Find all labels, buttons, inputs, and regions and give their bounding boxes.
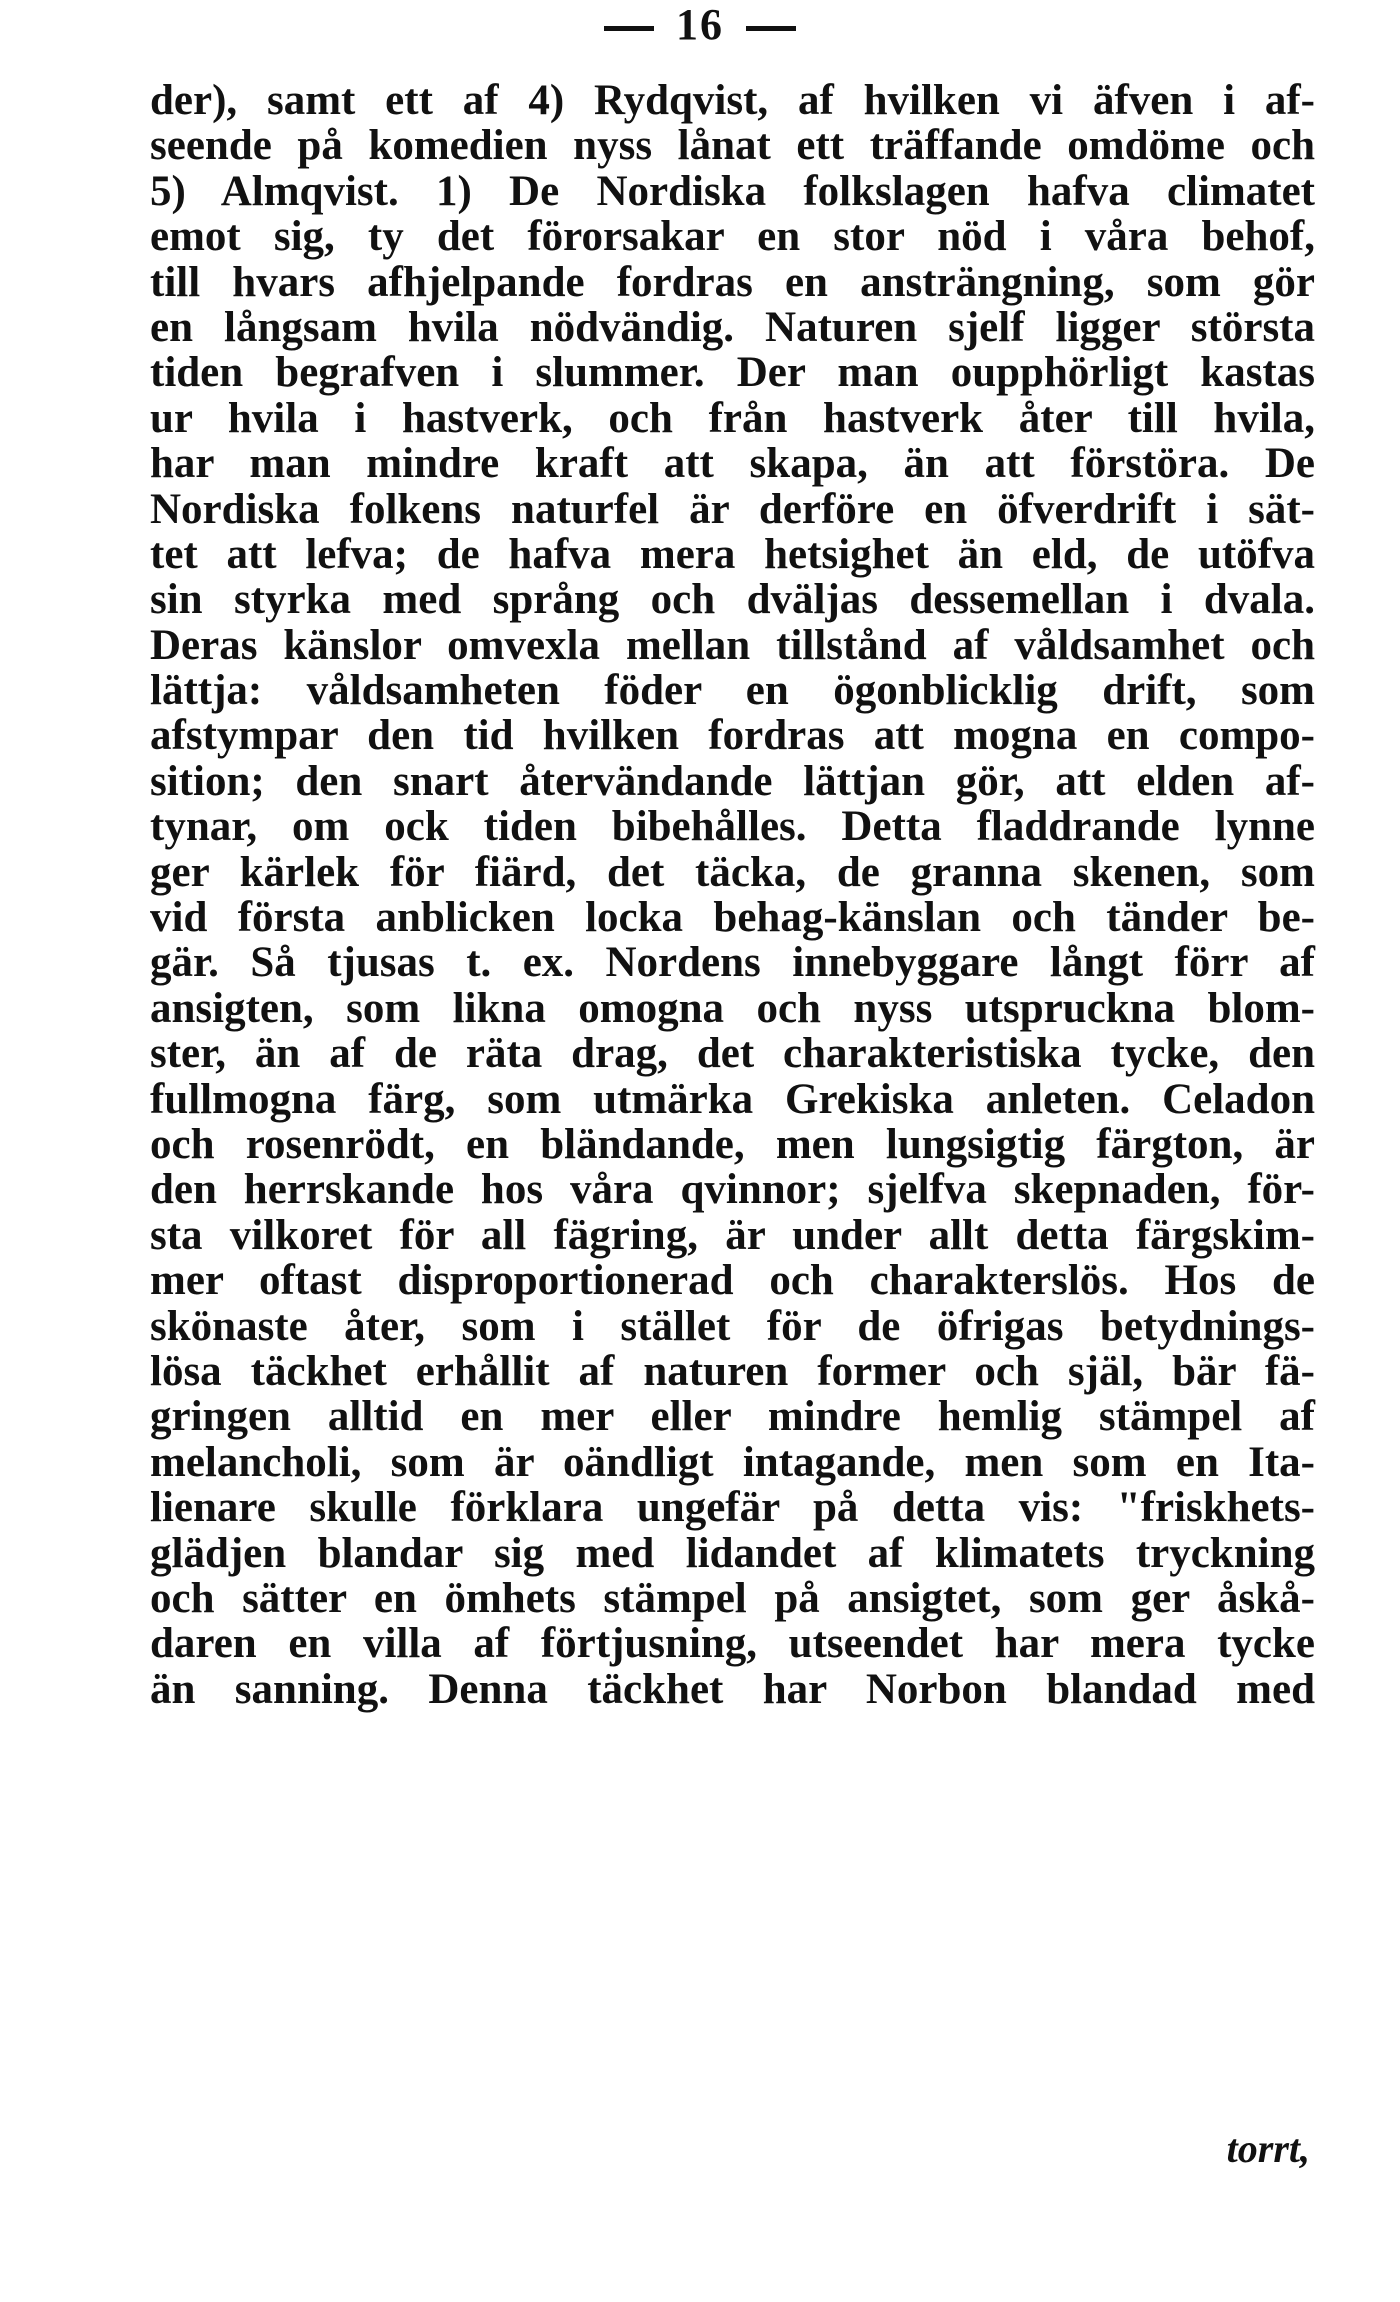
text-line: emot sig, ty det förorsakar en stor nöd i våra behof, [150, 213, 1315, 261]
text-line: har man mindre kraft att skapa, än att förstöra. De [150, 440, 1315, 488]
text-line: och sätter en ömhets stämpel på ansigtet, som ger åskå- [150, 1574, 1315, 1622]
text-line: Nordiska folkens naturfel är derföre en öfverdrift i sät- [150, 485, 1315, 533]
text-line: glädjen blandar sig med lidandet af klimatets tryckning [150, 1529, 1315, 1577]
text-line: lienare skulle förklara ungefär på detta vis: "friskhets- [150, 1484, 1315, 1532]
text-line: mer oftast disproportionerad och charakterslös. Hos de [150, 1257, 1315, 1305]
text-line: melancholi, som är oändligt intagande, men som en Ita- [150, 1438, 1315, 1486]
text-line: tet att lefva; de hafva mera hetsighet än eld, de utöfva [150, 530, 1315, 578]
page-number: 16 [676, 0, 724, 49]
page-number-header [0, 0, 1400, 50]
text-line: afstympar den tid hvilken fordras att mogna en compo- [150, 712, 1315, 760]
text-line: ansigten, som likna omogna och nyss utspruckna blom- [150, 984, 1315, 1032]
left-dash [604, 26, 654, 31]
text-line: sin styrka med språng och dväljas dessemellan i dvala. [150, 576, 1315, 624]
text-line: vid första anblicken locka behag-känslan och tänder be- [150, 894, 1315, 942]
right-dash [746, 26, 796, 31]
text-line: Deras känslor omvexla mellan tillstånd af våldsamhet och [150, 621, 1315, 669]
text-line: ster, än af de räta drag, det charakteristiska tycke, den [150, 1030, 1315, 1078]
text-line: seende på komedien nyss lånat ett träffande omdöme och [150, 122, 1315, 170]
text-line: 5) Almqvist. 1) De Nordiska folkslagen hafva climatet [150, 167, 1315, 215]
text-line: tiden begrafven i slummer. Der man oupphörligt kastas [150, 349, 1315, 397]
text-line: den herrskande hos våra qvinnor; sjelfva skepnaden, för- [150, 1166, 1315, 1214]
text-line: der), samt ett af 4) Rydqvist, af hvilken vi äfven i af- [150, 77, 1315, 124]
text-line: till hvars afhjelpande fordras en ansträngning, som gör [150, 258, 1315, 306]
text-line: och rosenrödt, en bländande, men lungsigtig färgton, är [150, 1120, 1315, 1168]
catchword: torrt, [1226, 2126, 1310, 2171]
text-line: fullmogna färg, som utmärka Grekiska anleten. Celadon [150, 1075, 1315, 1123]
text-line: sta vilkoret för all fägring, är under allt detta färgskim- [150, 1211, 1315, 1259]
text-line: än sanning. Denna täckhet har Norbon blandad med [150, 1665, 1315, 1713]
text-line: en långsam hvila nödvändig. Naturen sjelf ligger största [150, 303, 1315, 351]
body-text [150, 78, 1315, 1712]
text-line: gringen alltid en mer eller mindre hemlig stämpel af [150, 1393, 1315, 1441]
text-line: gär. Så tjusas t. ex. Nordens innebyggare långt förr af [150, 939, 1315, 987]
text-line: lösa täckhet erhållit af naturen former och själ, bär fä- [150, 1347, 1315, 1395]
text-line: skönaste åter, som i stället för de öfrigas betydnings- [150, 1302, 1315, 1350]
text-line: tynar, om ock tiden bibehålles. Detta fladdrande lynne [150, 803, 1315, 851]
text-line: lättja: våldsamheten föder en ögonblicklig drift, som [150, 667, 1315, 715]
text-line: ger kärlek för fiärd, det täcka, de granna skenen, som [150, 848, 1315, 896]
text-line: ur hvila i hastverk, och från hastverk åter till hvila, [150, 394, 1315, 442]
text-line: daren en villa af förtjusning, utseendet har mera tycke [150, 1620, 1315, 1668]
text-line: sition; den snart återvändande lättjan gör, att elden af- [150, 757, 1315, 805]
